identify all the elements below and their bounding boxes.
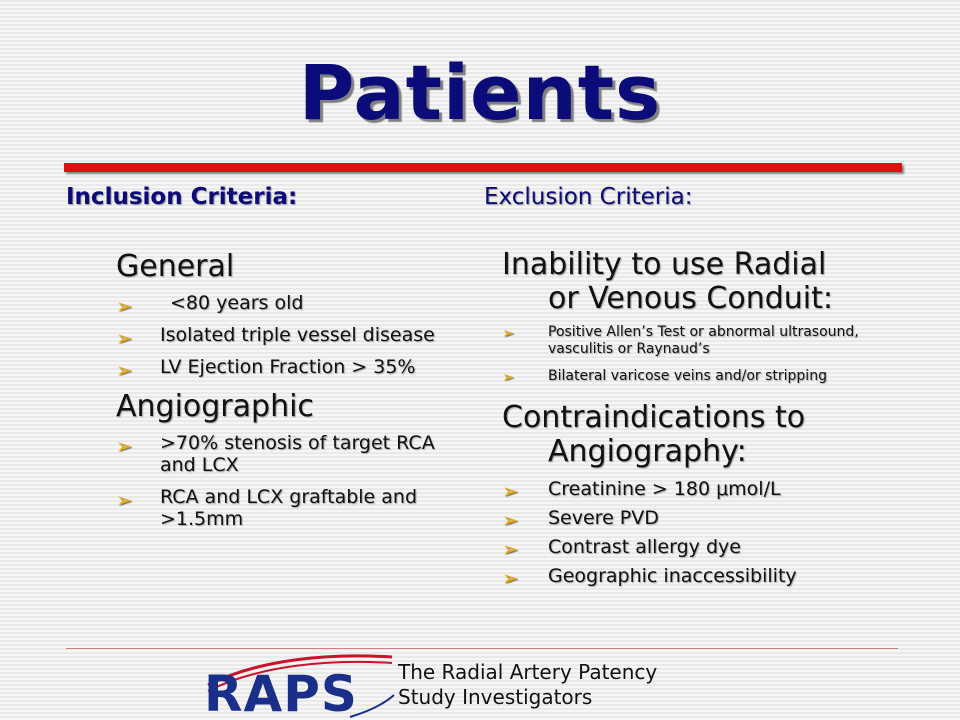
angiographic-list (116, 432, 456, 530)
conduit-list (502, 324, 922, 385)
list-item-text: RCA and LCX graftable and >1.5mm (160, 486, 418, 530)
contraindications-title-line2: Angiography: (548, 434, 747, 469)
arrow-bullet-icon: ➢ (116, 434, 133, 458)
arrow-bullet-icon: ➢ (116, 358, 133, 382)
arrow-bullet-icon: ➢ (116, 488, 133, 512)
list-item (116, 432, 456, 476)
raps-logo (200, 651, 396, 720)
contraindications-list (502, 477, 922, 588)
conduit-title-line1: Inability to use Radial (502, 247, 827, 282)
list-item (116, 324, 456, 350)
list-item (116, 486, 456, 530)
list-item (502, 506, 922, 530)
contraindications-title-line1: Contraindications to (502, 400, 806, 435)
arrow-bullet-icon: ➢ (502, 566, 519, 590)
conduit-title-line2: or Venous Conduit: (548, 281, 833, 316)
arrow-bullet-icon: ➢ (116, 294, 133, 318)
angiographic-section-title: Angiographic (116, 389, 314, 424)
title-divider (64, 163, 902, 172)
list-item-text: Creatinine > 180 μmol/L (548, 478, 781, 500)
raps-logo-text: RAPS (204, 665, 358, 720)
footer-line2: Study Investigators (398, 685, 593, 709)
inclusion-column (116, 250, 456, 540)
list-item-text: Geographic inaccessibility (548, 565, 797, 587)
inclusion-heading: Inclusion Criteria: (66, 184, 298, 210)
arrow-bullet-icon: ➢ (502, 508, 519, 532)
list-item (502, 535, 922, 559)
arrow-bullet-icon: ➢ (502, 537, 519, 561)
arrow-bullet-icon: ➢ (502, 324, 515, 342)
list-item (502, 368, 922, 385)
footer-caption (398, 660, 657, 710)
list-item (116, 292, 456, 318)
general-list (116, 292, 456, 382)
list-item-text: Bilateral varicose veins and/or stripping (548, 368, 827, 384)
slide-title: Patients (298, 48, 662, 137)
list-item (116, 356, 456, 382)
contraindications-section-title (502, 401, 922, 469)
arrow-bullet-icon: ➢ (116, 326, 133, 350)
list-item (502, 477, 922, 501)
footer-divider (66, 648, 898, 649)
list-item (502, 324, 922, 358)
list-item-text: Contrast allergy dye (548, 536, 741, 558)
general-section-title: General (116, 249, 235, 284)
list-item (502, 564, 922, 588)
footer-line1: The Radial Artery Patency (398, 660, 658, 684)
exclusion-column (502, 248, 922, 593)
arrow-bullet-icon: ➢ (502, 368, 515, 386)
conduit-section-title (502, 248, 922, 316)
exclusion-heading: Exclusion Criteria: (484, 184, 693, 210)
list-item-text: Severe PVD (548, 507, 659, 529)
list-item-text: LV Ejection Fraction > 35% (160, 356, 416, 378)
list-item-text: Isolated triple vessel disease (160, 324, 435, 346)
list-item-text: >70% stenosis of target RCA and LCX (160, 432, 435, 476)
list-item-text: Positive Allen’s Test or abnormal ultrasound, vasculitis or Raynaud’s (548, 324, 859, 357)
arrow-bullet-icon: ➢ (502, 479, 519, 503)
list-item-text: <80 years old (170, 292, 304, 314)
